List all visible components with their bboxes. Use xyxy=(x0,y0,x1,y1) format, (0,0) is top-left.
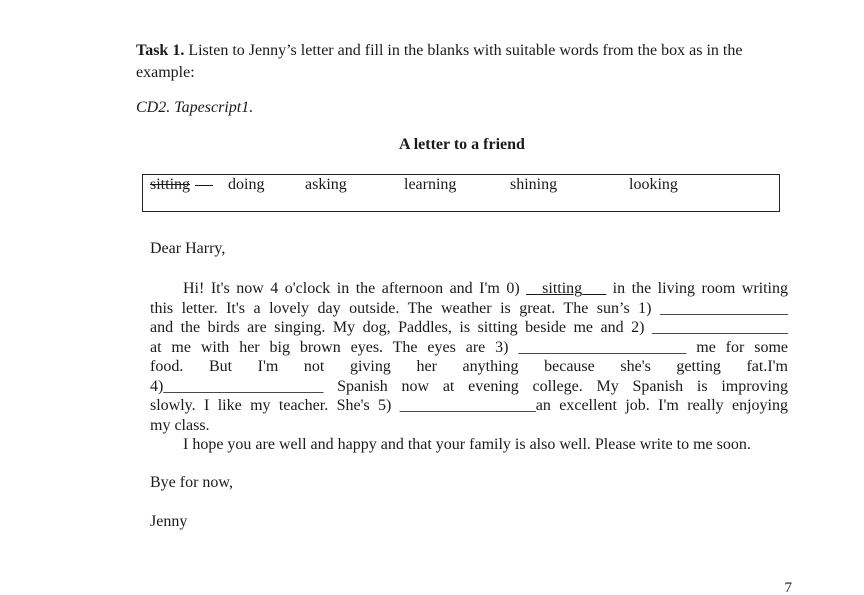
letter-title: A letter to a friend xyxy=(399,136,525,153)
letter-closing: Bye for now, xyxy=(150,474,233,491)
letter-line xyxy=(150,299,788,319)
task-text: Listen to Jenny’s letter and fill in the blanks with suitable words from the box as in the example: xyxy=(136,42,743,81)
text-run: at me with her big brown eyes. The eyes are 3) xyxy=(150,338,519,356)
letter-signature: Jenny xyxy=(150,513,188,530)
blank-1[interactable]: ________________ xyxy=(660,299,788,317)
letter-line: food. But I'm not giving her anything because she's getting fat.I'm xyxy=(150,358,788,375)
blank-5[interactable]: _________________ xyxy=(399,397,536,414)
word-box xyxy=(142,174,780,212)
letter-line xyxy=(150,377,788,397)
source-reference: CD2. Tapescript1. xyxy=(136,99,254,116)
task-label: Task 1. xyxy=(136,42,185,59)
word-box-item: sitting xyxy=(150,176,191,193)
text-run: and the birds are singing. My dog, Paddles, is sitting beside me and 2) xyxy=(150,319,652,336)
word-box-item: doing xyxy=(228,176,265,193)
blank-3[interactable]: _____________________ xyxy=(518,338,687,356)
letter-line xyxy=(150,279,788,299)
letter-line xyxy=(150,318,788,338)
text-run: me for some xyxy=(686,338,788,356)
text-run: in the living room writing xyxy=(606,280,788,297)
text-run: Spanish now at evening college. My Spanish is improving xyxy=(323,377,788,395)
word-box-item: asking xyxy=(305,176,347,193)
word-box-item: looking xyxy=(629,176,678,193)
text-run: slowly. I like my teacher. She's 5) xyxy=(150,397,400,414)
strike-extension xyxy=(195,185,213,186)
blank-4[interactable]: ____________________ xyxy=(163,377,324,395)
text-run: this letter. It's a lovely day outside. The weather is great. The sun’s 1) xyxy=(150,299,660,317)
letter-line xyxy=(150,396,788,416)
word-box-item: learning xyxy=(404,176,457,193)
letter-greeting: Dear Harry, xyxy=(150,240,226,257)
page-number: 7 xyxy=(784,580,792,595)
blank-2[interactable]: _________________ xyxy=(652,319,788,336)
word-box-item: shining xyxy=(510,176,558,193)
letter-body xyxy=(150,279,788,455)
letter-line xyxy=(150,338,788,358)
text-run: 4) xyxy=(150,377,164,395)
text-run: an excellent job. I'm really enjoying xyxy=(535,397,788,414)
task-instruction xyxy=(136,40,786,84)
text-run: Hi! It's now 4 o'clock in the afternoon and I'm 0) xyxy=(183,280,527,297)
letter-line: I hope you are well and happy and that your family is also well. Please write to me soon. xyxy=(183,436,751,453)
example-answer: __sitting___ xyxy=(526,280,607,297)
letter-line: my class. xyxy=(150,416,210,434)
